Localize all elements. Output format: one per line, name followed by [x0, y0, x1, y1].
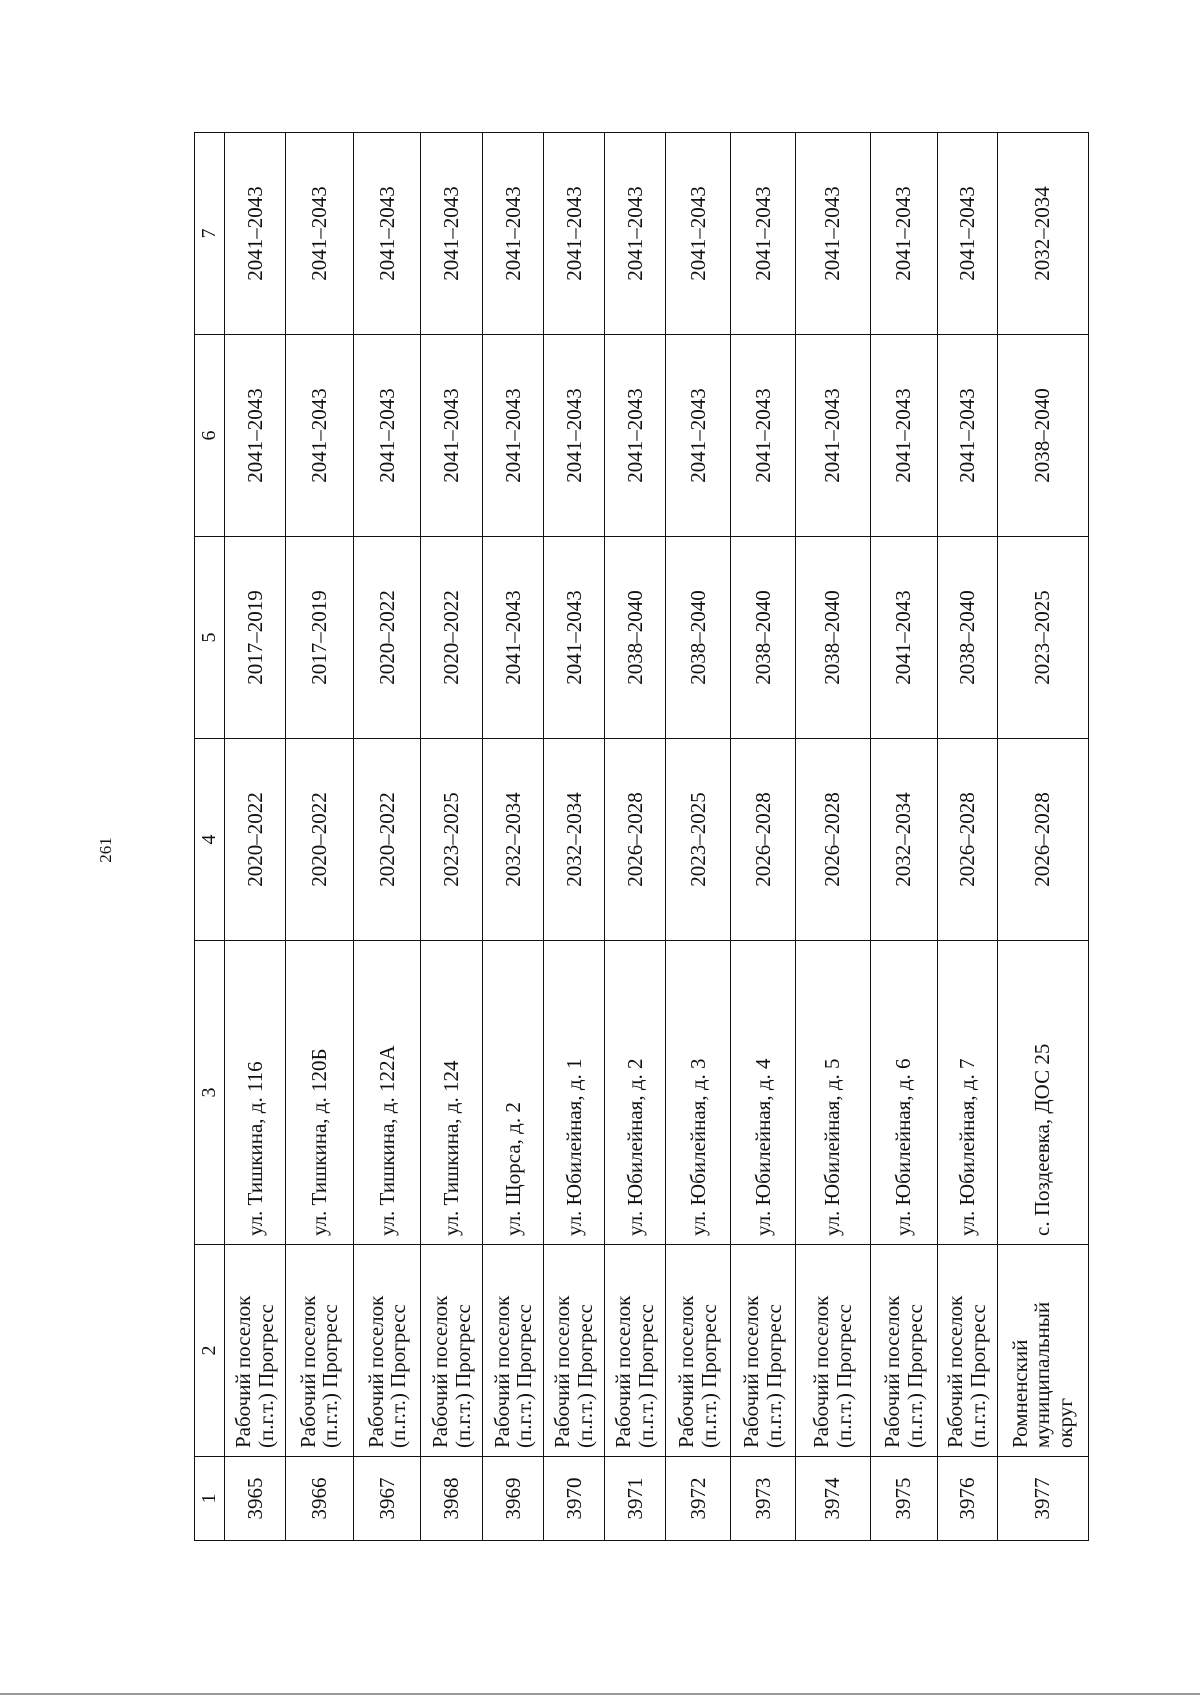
period-col-6: 2041–2043 [544, 335, 605, 537]
row-number: 3972 [665, 1457, 730, 1541]
settlement-cell: Рабочий поселок (п.г.т.) Прогресс [225, 1245, 286, 1457]
period-col-7: 2032–2034 [997, 133, 1088, 335]
settlement-cell: Рабочий поселок (п.г.т.) Прогресс [544, 1245, 605, 1457]
header-col-7: 7 [195, 133, 225, 335]
period-col-7: 2041–2043 [285, 133, 353, 335]
table-row [997, 133, 1088, 1541]
address-cell: ул. Щорса, д. 2 [483, 941, 544, 1245]
period-col-6: 2041–2043 [483, 335, 544, 537]
address-cell: ул. Тишкина, д. 120Б [285, 941, 353, 1245]
period-col-5: 2038–2040 [665, 537, 730, 739]
period-col-7: 2041–2043 [483, 133, 544, 335]
address-cell: ул. Тишкина, д. 122А [354, 941, 421, 1245]
row-number: 3965 [225, 1457, 286, 1541]
period-col-6: 2041–2043 [665, 335, 730, 537]
settlement-cell: Рабочий поселок (п.г.т.) Прогресс [354, 1245, 421, 1457]
address-cell: ул. Тишкина, д. 116 [225, 941, 286, 1245]
header-col-2: 2 [195, 1245, 225, 1457]
address-cell: ул. Юбилейная, д. 2 [604, 941, 665, 1245]
settlement-cell: Рабочий поселок (п.г.т.) Прогресс [796, 1245, 871, 1457]
period-col-5: 2038–2040 [796, 537, 871, 739]
settlement-cell: Рабочий поселок (п.г.т.) Прогресс [870, 1245, 937, 1457]
period-col-6: 2041–2043 [225, 335, 286, 537]
address-cell: ул. Юбилейная, д. 1 [544, 941, 605, 1245]
period-col-6: 2038–2040 [997, 335, 1088, 537]
settlement-cell: Рабочий поселок (п.г.т.) Прогресс [483, 1245, 544, 1457]
period-col-4: 2026–2028 [730, 739, 795, 941]
settlement-cell: Рабочий поселок (п.г.т.) Прогресс [604, 1245, 665, 1457]
period-col-5: 2020–2022 [354, 537, 421, 739]
period-col-4: 2023–2025 [421, 739, 483, 941]
period-col-7: 2041–2043 [937, 133, 997, 335]
header-col-5: 5 [195, 537, 225, 739]
period-col-4: 2020–2022 [285, 739, 353, 941]
period-col-6: 2041–2043 [870, 335, 937, 537]
table-row [665, 133, 730, 1541]
data-table [194, 132, 1089, 1541]
settlement-cell: Рабочий поселок (п.г.т.) Прогресс [665, 1245, 730, 1457]
period-col-4: 2032–2034 [870, 739, 937, 941]
period-col-7: 2041–2043 [796, 133, 871, 335]
address-cell: с. Поздеевка, ДОС 25 [997, 941, 1088, 1245]
table-row [604, 133, 665, 1541]
period-col-5: 2017–2019 [225, 537, 286, 739]
period-col-6: 2041–2043 [354, 335, 421, 537]
period-col-5: 2038–2040 [937, 537, 997, 739]
row-number: 3975 [870, 1457, 937, 1541]
period-col-4: 2026–2028 [937, 739, 997, 941]
period-col-6: 2041–2043 [604, 335, 665, 537]
header-col-4: 4 [195, 739, 225, 941]
row-number: 3968 [421, 1457, 483, 1541]
period-col-4: 2023–2025 [665, 739, 730, 941]
address-cell: ул. Тишкина, д. 124 [421, 941, 483, 1245]
address-cell: ул. Юбилейная, д. 5 [796, 941, 871, 1245]
period-col-6: 2041–2043 [796, 335, 871, 537]
settlement-cell: Рабочий поселок (п.г.т.) Прогресс [937, 1245, 997, 1457]
table-row [544, 133, 605, 1541]
period-col-4: 2026–2028 [997, 739, 1088, 941]
period-col-6: 2041–2043 [285, 335, 353, 537]
row-number: 3977 [997, 1457, 1088, 1541]
table-row [483, 133, 544, 1541]
period-col-5: 2038–2040 [730, 537, 795, 739]
period-col-4: 2026–2028 [796, 739, 871, 941]
period-col-4: 2026–2028 [604, 739, 665, 941]
settlement-cell: Ромненский муниципальный округ [997, 1245, 1088, 1457]
table-row [730, 133, 795, 1541]
period-col-6: 2041–2043 [937, 335, 997, 537]
row-number: 3966 [285, 1457, 353, 1541]
period-col-5: 2041–2043 [870, 537, 937, 739]
period-col-5: 2041–2043 [544, 537, 605, 739]
settlement-cell: Рабочий поселок (п.г.т.) Прогресс [285, 1245, 353, 1457]
row-number: 3967 [354, 1457, 421, 1541]
period-col-7: 2041–2043 [665, 133, 730, 335]
period-col-5: 2017–2019 [285, 537, 353, 739]
header-col-1: 1 [195, 1457, 225, 1541]
table-container [194, 133, 1089, 1541]
period-col-7: 2041–2043 [421, 133, 483, 335]
period-col-7: 2041–2043 [544, 133, 605, 335]
period-col-7: 2041–2043 [354, 133, 421, 335]
scan-edge-line [0, 1693, 1200, 1695]
period-col-5: 2020–2022 [421, 537, 483, 739]
address-cell: ул. Юбилейная, д. 6 [870, 941, 937, 1245]
period-col-7: 2041–2043 [730, 133, 795, 335]
period-col-4: 2020–2022 [225, 739, 286, 941]
row-number: 3974 [796, 1457, 871, 1541]
table-row [354, 133, 421, 1541]
settlement-cell: Рабочий поселок (п.г.т.) Прогресс [730, 1245, 795, 1457]
row-number: 3970 [544, 1457, 605, 1541]
row-number: 3969 [483, 1457, 544, 1541]
address-cell: ул. Юбилейная, д. 3 [665, 941, 730, 1245]
period-col-4: 2032–2034 [483, 739, 544, 941]
period-col-6: 2041–2043 [421, 335, 483, 537]
header-col-6: 6 [195, 335, 225, 537]
table-row [225, 133, 286, 1541]
period-col-5: 2023–2025 [997, 537, 1088, 739]
period-col-4: 2032–2034 [544, 739, 605, 941]
address-cell: ул. Юбилейная, д. 7 [937, 941, 997, 1245]
header-col-3: 3 [195, 941, 225, 1245]
page-number: 261 [96, 837, 115, 863]
period-col-6: 2041–2043 [730, 335, 795, 537]
period-col-7: 2041–2043 [225, 133, 286, 335]
row-number: 3973 [730, 1457, 795, 1541]
period-col-5: 2038–2040 [604, 537, 665, 739]
table-row [285, 133, 353, 1541]
table-row [937, 133, 997, 1541]
table-row [421, 133, 483, 1541]
row-number: 3976 [937, 1457, 997, 1541]
period-col-7: 2041–2043 [870, 133, 937, 335]
period-col-7: 2041–2043 [604, 133, 665, 335]
settlement-cell: Рабочий поселок (п.г.т.) Прогресс [421, 1245, 483, 1457]
period-col-4: 2020–2022 [354, 739, 421, 941]
period-col-5: 2041–2043 [483, 537, 544, 739]
table-row [796, 133, 871, 1541]
table-row [870, 133, 937, 1541]
address-cell: ул. Юбилейная, д. 4 [730, 941, 795, 1245]
header-row [195, 133, 225, 1541]
row-number: 3971 [604, 1457, 665, 1541]
